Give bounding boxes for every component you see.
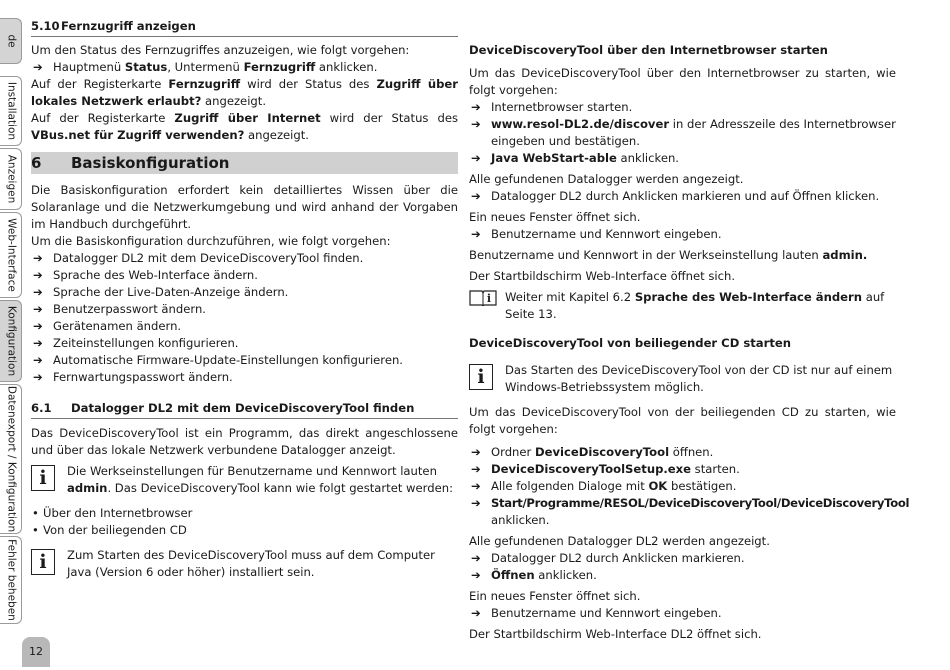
arrow-icon: ➔ xyxy=(471,551,481,565)
chapter-tab-de xyxy=(0,18,22,64)
chapter-tab-fehler xyxy=(0,536,22,624)
step-item: ➔ Datalogger DL2 mit dem DeviceDiscoveryTool finden. xyxy=(33,251,364,265)
arrow-icon: ➔ xyxy=(33,370,43,384)
info-note: i Die Werkseinstellungen für Benutzername und Kennwort lauten admin. Das DeviceDiscoveryTool kann wie folgt gestartet werden: xyxy=(31,463,458,497)
chapter-tabs xyxy=(0,0,22,670)
step-item: ➔ Ordner DeviceDiscoveryTool öffnen. xyxy=(471,445,714,459)
arrow-icon: ➔ xyxy=(471,479,481,493)
paragraph: Alle gefundenen Datalogger werden angezeigt. xyxy=(469,172,744,186)
arrow-icon: ➔ xyxy=(471,151,481,165)
section-heading-6-1: 6.1 Datalogger DL2 mit dem DeviceDiscoveryTool finden xyxy=(31,400,458,419)
arrow-icon: ➔ xyxy=(471,189,481,203)
bullet-icon: • xyxy=(32,523,39,537)
paragraph: Um die Basiskonfiguration durchzuführen, wie folgt vorgehen: xyxy=(31,234,391,248)
step-item: ➔ Internetbrowser starten. xyxy=(471,100,633,114)
subheading: DeviceDiscoveryTool von beiliegender CD starten xyxy=(469,336,791,350)
chapter-tab-label: Konfiguration xyxy=(5,305,17,377)
chapter-tab-label: de xyxy=(5,34,17,48)
paragraph: Benutzername und Kennwort in der Werkseinstellung lauten admin. xyxy=(469,248,868,262)
arrow-icon: ➔ xyxy=(33,60,43,74)
chapter-tab-anzeigen xyxy=(0,148,22,210)
book-reference-icon xyxy=(469,289,497,306)
arrow-icon: ➔ xyxy=(471,445,481,459)
arrow-icon: ➔ xyxy=(33,302,43,316)
step-item: ➔ Alle folgenden Dialoge mit OK bestätigen. xyxy=(471,479,737,493)
info-note: i Zum Starten des DeviceDiscoveryTool muss auf dem Computer Java (Version 6 oder höher) installiert sein. xyxy=(31,547,458,581)
info-icon: i xyxy=(31,549,55,575)
bullet-item: • Von der beiliegenden CD xyxy=(32,523,187,537)
arrow-icon: ➔ xyxy=(33,285,43,299)
paragraph: Um das DeviceDiscoveryTool über den Internetbrowser zu starten, wie folgt vorgehen: xyxy=(469,66,896,97)
chapter-tab-datenexport xyxy=(0,384,22,534)
step-item: ➔ www.resol-DL2.de/discover in der Adresszeile des Internetbrowser eingeben und bestätigen. xyxy=(471,117,896,148)
step-item: ➔ Hauptmenü Status, Untermenü Fernzugriff anklicken. xyxy=(33,60,378,74)
step-item: ➔ Fernwartungspasswort ändern. xyxy=(33,370,233,384)
arrow-icon: ➔ xyxy=(471,117,481,131)
page-number: 12 xyxy=(22,637,50,667)
chapter-tab-label: Installation xyxy=(5,81,17,141)
cross-reference: i Weiter mit Kapitel 6.2 Sprache des Web-Interface ändern auf Seite 13. xyxy=(469,289,896,323)
step-item: ➔ Öffnen anklicken. xyxy=(471,568,597,582)
arrow-icon: ➔ xyxy=(471,568,481,582)
arrow-icon: ➔ xyxy=(33,251,43,265)
arrow-icon: ➔ xyxy=(33,353,43,367)
arrow-icon: ➔ xyxy=(33,319,43,333)
chapter-tab-label: Web-Interface xyxy=(5,218,17,292)
bullet-item: • Über den Internetbrowser xyxy=(32,506,193,520)
step-item: ➔ Benutzername und Kennwort eingeben. xyxy=(471,606,722,620)
step-item: ➔ Benutzerpasswort ändern. xyxy=(33,302,206,316)
chapter-tab-label: Datenexport / Konfiguration xyxy=(5,385,17,533)
arrow-icon: ➔ xyxy=(471,496,481,510)
chapter-tab-web-interface xyxy=(0,212,22,298)
step-list xyxy=(31,250,458,386)
right-column xyxy=(469,42,910,643)
step-item: ➔ Datalogger DL2 durch Anklicken markieren. xyxy=(471,551,745,565)
chapter-tab-label: Fehler beheben xyxy=(5,539,17,621)
paragraph: Um den Status des Fernzugriffes anzuzeigen, wie folgt vorgehen: xyxy=(31,43,410,57)
step-item: ➔ Java WebStart-able anklicken. xyxy=(471,151,679,165)
arrow-icon: ➔ xyxy=(33,268,43,282)
info-icon: i xyxy=(31,465,55,491)
arrow-icon: ➔ xyxy=(471,227,481,241)
info-note: i Das Starten des DeviceDiscoveryTool von der CD ist nur auf einem Windows-Betriebssystem möglich. xyxy=(469,362,896,396)
chapter-tab-konfiguration xyxy=(0,300,22,382)
chapter-tab-label: Anzeigen xyxy=(5,154,17,204)
arrow-icon: ➔ xyxy=(471,462,481,476)
paragraph: Ein neues Fenster öffnet sich. xyxy=(469,210,641,224)
arrow-icon: ➔ xyxy=(471,100,481,114)
chapter-heading-6: 6 Basiskonfiguration xyxy=(31,152,458,174)
chapter-tab-installation xyxy=(0,76,22,146)
step-item: ➔ Automatische Firmware-Update-Einstellungen konfigurieren. xyxy=(33,353,403,367)
info-icon: i xyxy=(469,364,493,390)
svg-text:i: i xyxy=(486,292,492,305)
step-item: ➔ Sprache des Web-Interface ändern. xyxy=(33,268,258,282)
step-item: ➔ Sprache der Live-Daten-Anzeige ändern. xyxy=(33,285,289,299)
arrow-icon: ➔ xyxy=(471,606,481,620)
subheading: DeviceDiscoveryTool über den Internetbrowser starten xyxy=(469,43,828,57)
arrow-icon: ➔ xyxy=(33,336,43,350)
paragraph: Der Startbildschirm Web-Interface DL2 öffnet sich. xyxy=(469,627,762,641)
paragraph: Das DeviceDiscoveryTool ist ein Programm, das direkt angeschlossene und über das lokale Netzwerk verbundene Datalogger anzeigt. xyxy=(31,426,458,457)
step-item: ➔ Gerätenamen ändern. xyxy=(33,319,182,333)
paragraph: Auf der Registerkarte Fernzugriff wird der Status des Zugriff über lokales Netzwerk erlaubt? angezeigt. xyxy=(31,77,458,108)
left-column xyxy=(31,18,458,589)
paragraph: Um das DeviceDiscoveryTool von der beiliegenden CD zu starten, wie folgt vorgehen: xyxy=(469,405,896,436)
paragraph: Die Basiskonfiguration erfordert kein detailliertes Wissen über die Solaranlage und die Netzwerkumgebung und wird anhand der Vorgaben im Handbuch durchgeführt. xyxy=(31,183,458,231)
step-item: ➔ Start/Programme/RESOL/DeviceDiscoveryTool/DeviceDiscoveryTool anklicken. xyxy=(471,496,910,527)
paragraph: Der Startbildschirm Web-Interface öffnet sich. xyxy=(469,269,736,283)
step-item: ➔ Benutzername und Kennwort eingeben. xyxy=(471,227,722,241)
section-heading-5-10: 5.10 Fernzugriff anzeigen xyxy=(31,18,458,37)
paragraph: Auf der Registerkarte Zugriff über Internet wird der Status des VBus.net für Zugriff verwenden? angezeigt. xyxy=(31,111,458,142)
step-item: ➔ DeviceDiscoveryToolSetup.exe starten. xyxy=(471,462,740,476)
step-item: ➔ Datalogger DL2 durch Anklicken markieren und auf Öffnen klicken. xyxy=(471,189,880,203)
step-item: ➔ Zeiteinstellungen konfigurieren. xyxy=(33,336,239,350)
paragraph: Ein neues Fenster öffnet sich. xyxy=(469,589,641,603)
bullet-icon: • xyxy=(32,506,39,520)
paragraph: Alle gefundenen Datalogger DL2 werden angezeigt. xyxy=(469,534,770,548)
